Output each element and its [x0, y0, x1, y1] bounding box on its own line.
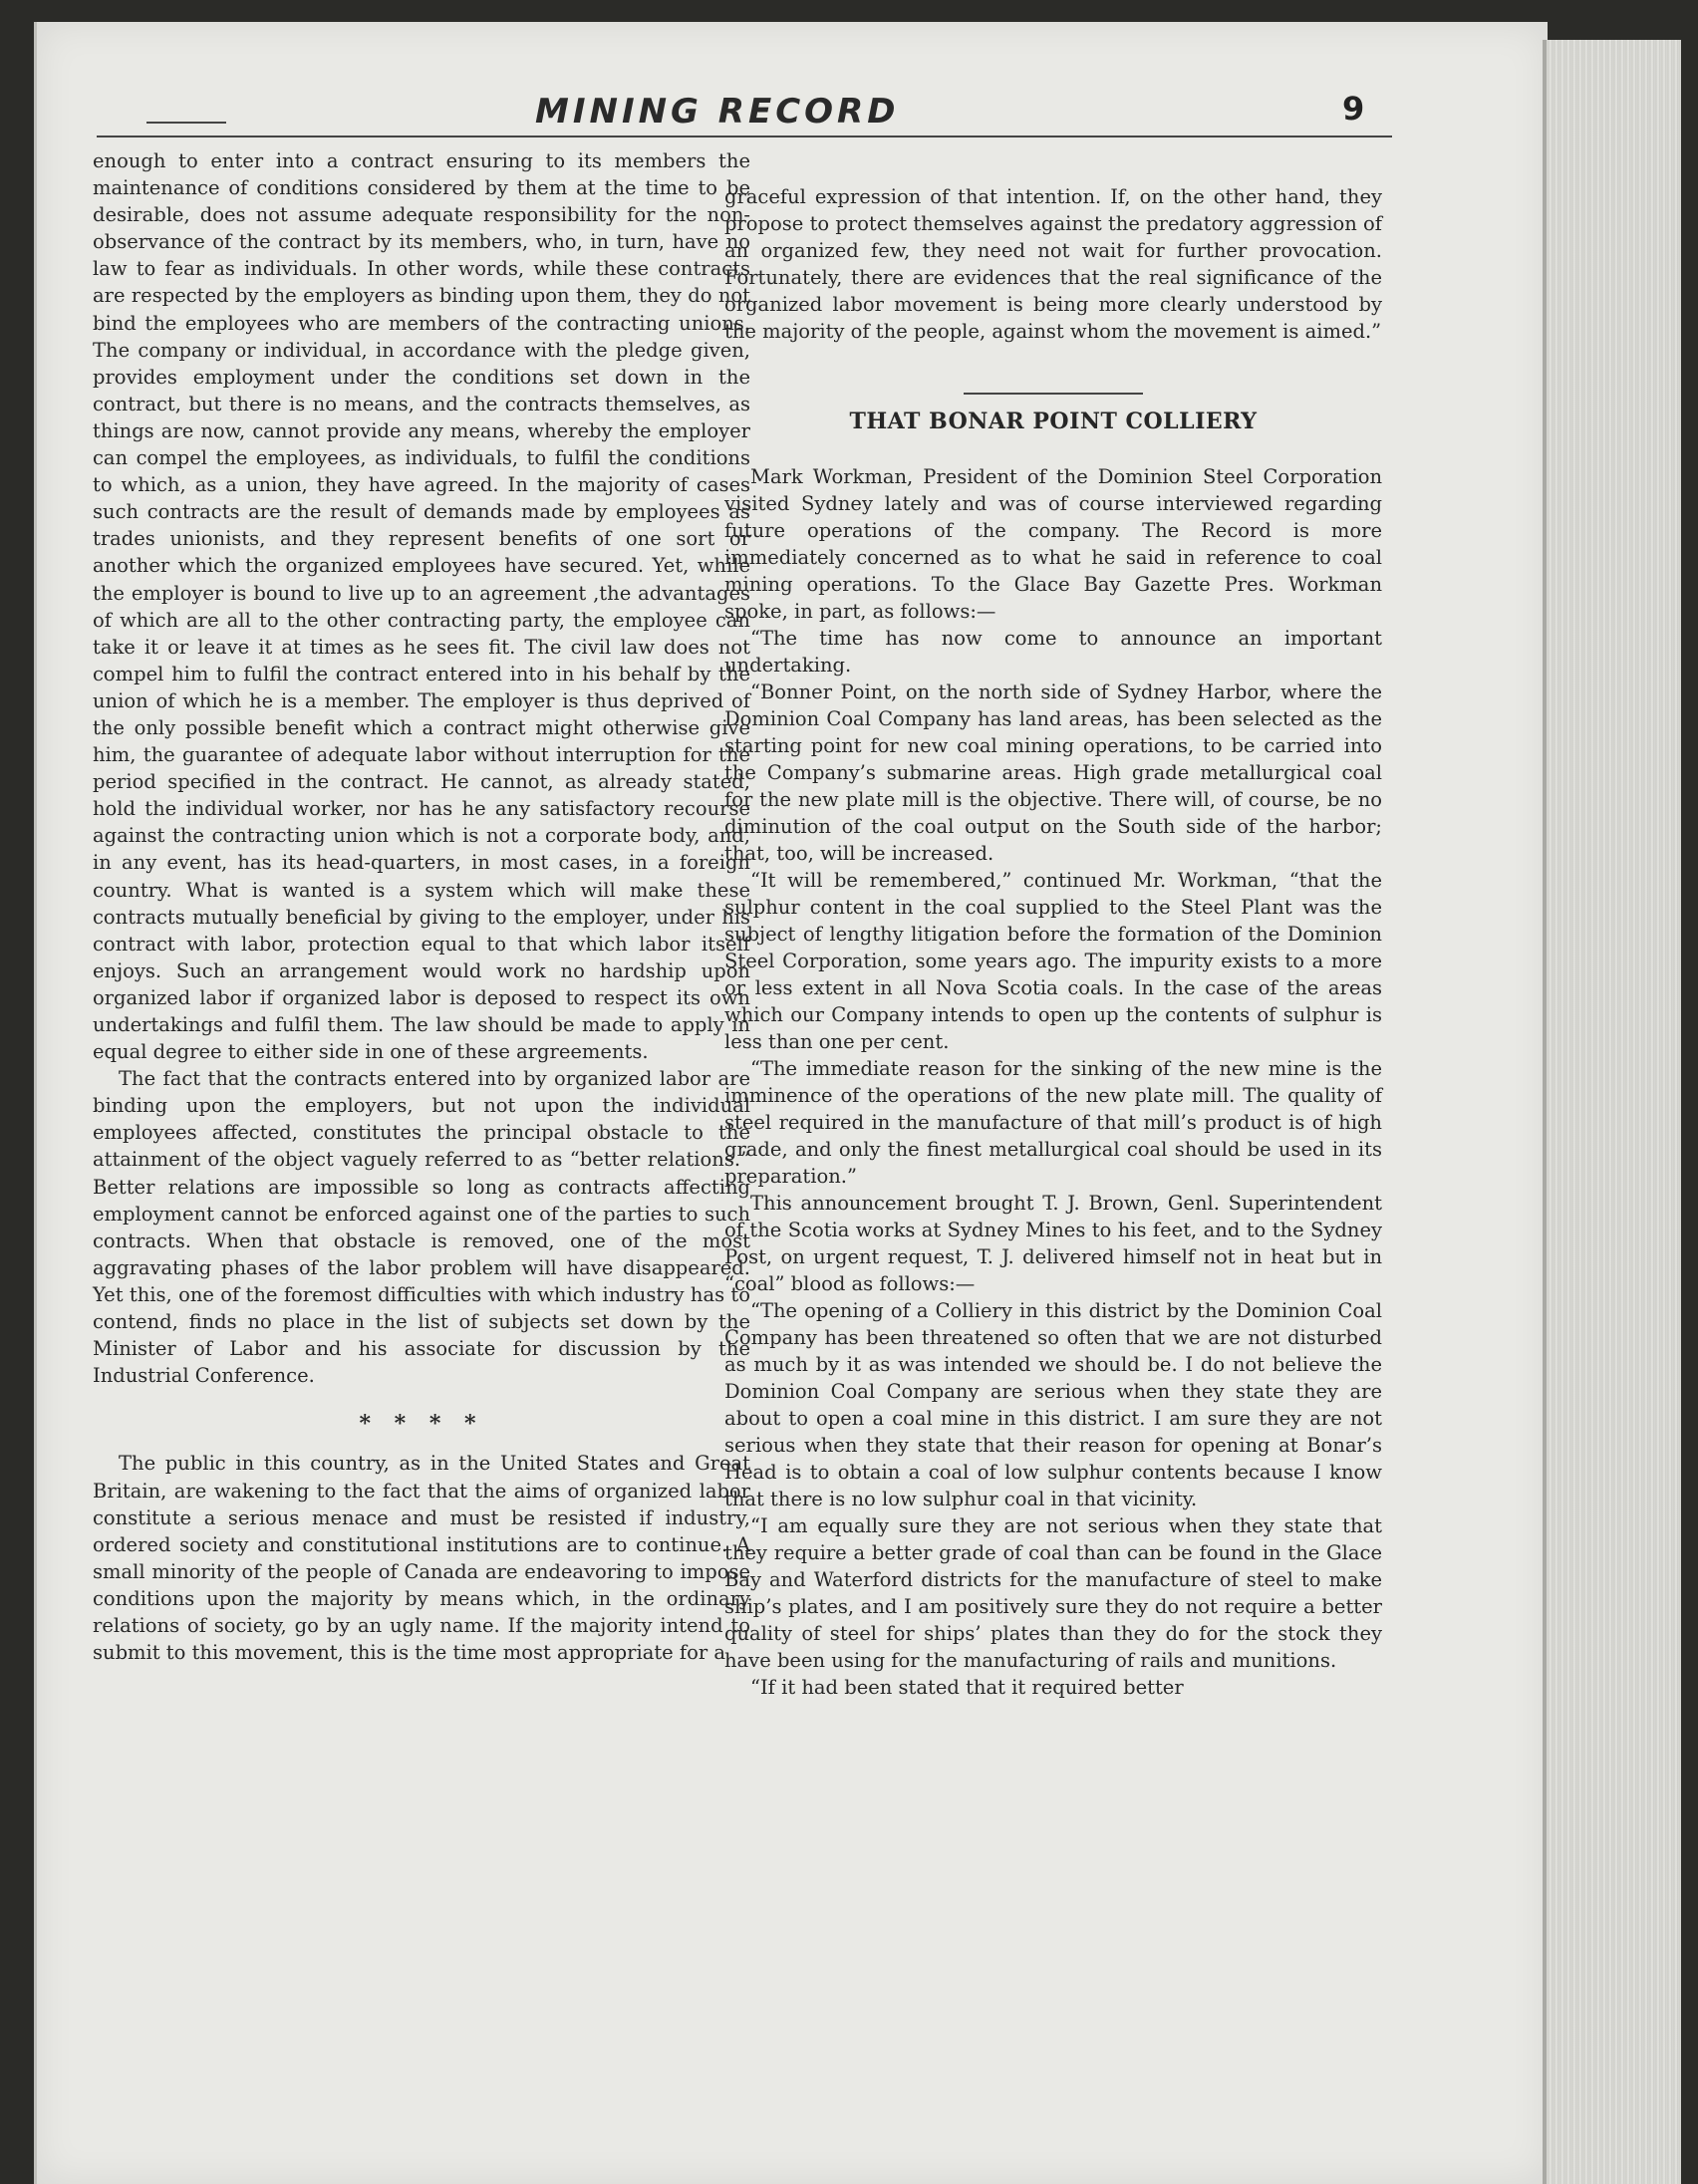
right-paragraph-9: “If it had been stated that it required better — [750, 1676, 1184, 1699]
book-page — [34, 22, 1548, 2184]
left-paragraph-2: The fact that the contracts entered into by organized labor are binding upon the employers, but not upon the individual employees affected, constitutes the principal obstacle to the attainment of the object vaguely referred to as “better relations.” Better relations are impossible so long as contracts affecting employment cannot be enforced against one of the parties to such contracts. When that obstacle is removed, one of the most aggravating phases of the labor problem will have disappeared. Yet this, one of the foremost difficulties with which industry has to contend, finds no place in the list of subjects set down by the Minister of Labor and his associate for discussion by the Industrial Conference. — [93, 1067, 750, 1388]
right-paragraph-7: “The opening of a Colliery in this district by the Dominion Coal Company has been threatened so often that we are not disturbed as much by it as was intended we should be. I do not believe the Dominion Coal Company are serious when they state they are about to open a coal mine in this district. I am sure they are not serious when they state that their reason for opening at Bonar’s Head is to obtain a coal of low sulphur contents because I know that there is no low sulphur coal in that vicinity. — [724, 1299, 1382, 1510]
article-rule — [964, 393, 1143, 395]
left-paragraph-3: The public in this country, as in the United States and Great Britain, are wakening to the fact that the aims of organized labor constitute a serious menace and must be resisted if industry, ordered society and constitutional institutions are to continue. A small minority of the people of Canada are endeavoring to impose conditions upon the majority by means which, in the ordinary relations of society, go by an ugly name. If the majority intend to submit to this movement, this is the time most appropriate for a — [93, 1452, 750, 1665]
header-dash — [146, 122, 226, 124]
section-separator: * * * * — [359, 1411, 484, 1438]
right-paragraph-6: This announcement brought T. J. Brown, Genl. Superintendent of the Scotia works at Sydney Mines to his feet, and to the Sydney Post, on urgent request, T. J. delivered himself not in heat but in “coal” blood as follows:— — [724, 1192, 1382, 1295]
right-paragraph-4: “It will be remembered,” continued Mr. Workman, “that the sulphur content in the coal supplied to the Steel Plant was the subject of lengthy litigation before the formation of the Dominion Steel Corporation, some years ago. The impurity exists to a more or less extent in all Nova Scotia coals. In the case of the areas which our Company intends to open up the contents of sulphur is less than one per cent. — [724, 869, 1382, 1053]
left-paragraph-1: enough to enter into a contract ensuring to its members the maintenance of conditions considered by them at the time to be desirable, does not assume adequate responsibility for the non-observance of the contract by its members, who, in turn, have no law to fear as individuals. In other words, while these contracts are respected by the employers as binding upon them, they do not bind the employees who are members of the contracting unions. The company or individual, in accordance with the pledge given, provides employment under the conditions set down in the contract, but there is no means, and the contracts themselves, as things are now, cannot provide any means, whereby the employer can compel the employees, as individuals, to fulfil the conditions to which, as a union, they have agreed. In the majority of cases such contracts are the result of demands made by employees as trades unionists, and they represent benefits of one sort or another which the organized employees have secured. Yet, while the employer is bound to live up to an agreement ,the advantages of which are all to the other contracting party, the employee can take it or leave it at times as he sees fit. The civil law does not compel him to fulfil the contract entered into in his behalf by the union of which he is a member. The employer is thus deprived of the only possible benefit which a contract might otherwise give him, the guarantee of adequate labor without interruption for the period specified in the contract. He cannot, as already stated, hold the individual worker, nor has he any satisfactory recourse against the contracting union which is not a corporate body, and, in any event, has its head-quarters, in most cases, in a foreign country. What is wanted is a system which will make these contracts mutually beneficial by giving to the employer, under his contract with labor, protection equal to that which labor itself enjoys. Such an arrangement would work no hardship upon organized labor if organized labor is deposed to respect its own undertakings and fulfil them. The law should be made to apply in equal degree to either side in one of these argreements. — [93, 149, 750, 1064]
journal-title: MINING RECORD — [535, 92, 900, 132]
page-number: 9 — [1342, 90, 1365, 128]
right-paragraph-2: “The time has now come to announce an important undertaking. — [724, 627, 1382, 677]
right-continuation: graceful expression of that intention. If, on the other hand, they propose to protect themselves against the predatory aggression of an organized few, they need not wait for further provocation. Fortunately, there are evidences that the real significance of the organized labor movement is being more clearly understood by the majority of the people, against whom the movement is aimed.” — [724, 185, 1382, 343]
left-column — [93, 147, 750, 1666]
running-head — [97, 80, 1392, 137]
article-title: THAT BONAR POINT COLLIERY — [849, 409, 1258, 434]
page-edges — [1543, 40, 1681, 2184]
right-paragraph-1: Mark Workman, President of the Dominion Steel Corporation visited Sydney lately and was of course interviewed regarding future operations of the company. The Record is more immediately concerned as to what he said in reference to coal mining operations. To the Glace Bay Gazette Pres. Workman spoke, in part, as follows:— — [724, 465, 1382, 623]
right-paragraph-5: “The immediate reason for the sinking of the new mine is the imminence of the operations of the new plate mill. The quality of steel required in the manufacture of that mill’s product is of high grade, and only the finest metallurgical coal should be used in its preparation.” — [724, 1057, 1382, 1188]
right-paragraph-3: “Bonner Point, on the north side of Sydney Harbor, where the Dominion Coal Company has land areas, has been selected as the starting point for new coal mining operations, to be carried into the Company’s submarine areas. High grade metallurgical coal for the new plate mill is the objective. There will, of course, be no diminution of the coal output on the South side of the harbor; that, too, will be increased. — [724, 681, 1382, 865]
right-paragraph-8: “I am equally sure they are not serious when they state that they require a better grade of coal than can be found in the Glace Bay and Waterford districts for the manufacture of steel to make ship’s plates, and I am positively sure they do not require a better quality of steel for ships’ plates than they do for the stock they have been using for the manufacturing of rails and munitions. — [724, 1514, 1382, 1672]
right-column — [724, 183, 1382, 1701]
